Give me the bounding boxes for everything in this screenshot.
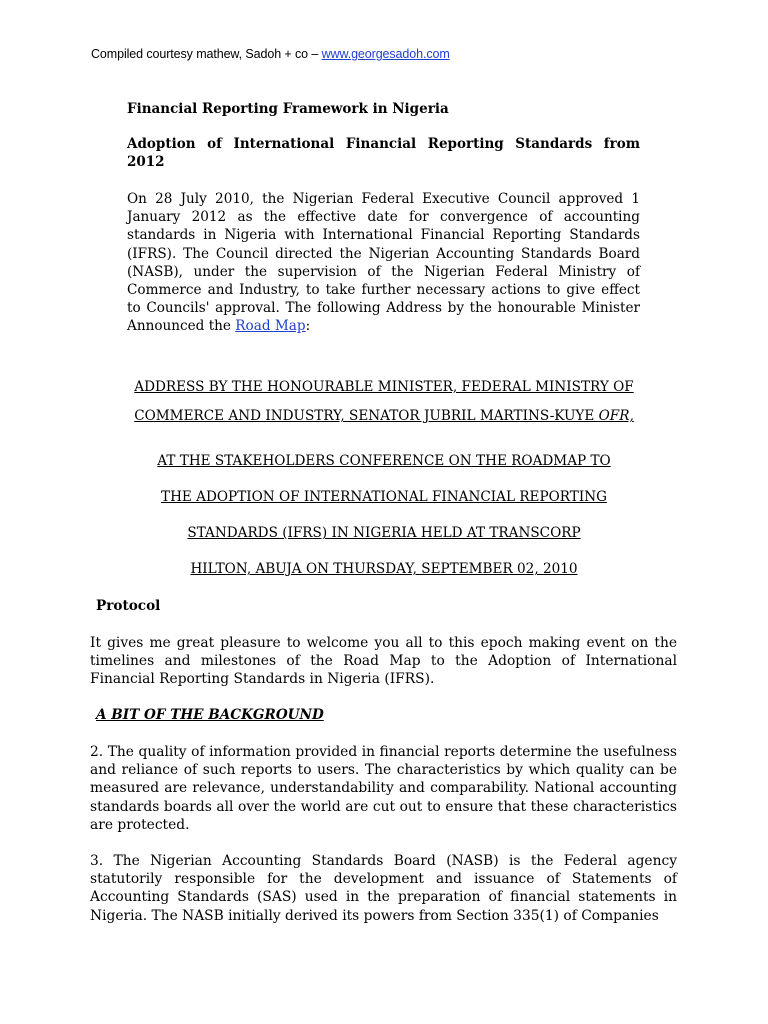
document-subtitle: Adoption of International Financial Reporting Standards from 2012 [127,136,640,170]
intro-suffix: : [305,318,311,335]
paragraph-3: 3. The Nigerian Accounting Standards Board (NASB) is the Federal agency statutorily responsible for the development and issuance of Statements of Accounting Standards (SAS) used in the preparation of financial statements in Nigeria. The NASB initially derived its powers from Section 335(1) of Companies [90,853,677,924]
address-line-4: THE ADOPTION OF INTERNATIONAL FINANCIAL REPORTING [161,489,607,505]
address-line-3: AT THE STAKEHOLDERS CONFERENCE ON THE ROADMAP TO [157,453,611,469]
address-line-1: ADDRESS BY THE HONOURABLE MINISTER, FEDERAL MINISTRY OF [134,379,634,395]
header-credit: Compiled courtesy mathew, Sadoh + co – [91,47,322,61]
address-line-5: STANDARDS (IFRS) IN NIGERIA HELD AT TRANSCORP [187,525,581,541]
road-map-link[interactable]: Road Map [235,318,306,335]
address-line-2 [90,408,678,424]
welcome-paragraph: It gives me great pleasure to welcome you all to this epoch making event on the timelines and milestones of the Road Map to the Adoption of International Financial Reporting Standards in Nigeria (IFRS). [90,635,677,688]
address-line-2-main: COMMERCE AND INDUSTRY, SENATOR JUBRIL MARTINS-KUYE [134,408,599,424]
intro-text: On 28 July 2010, the Nigerian Federal Executive Council approved 1 January 2012 as the effective date for convergence of accounting standards in Nigeria with International Financial Reporting Standards (IFRS). The Council directed the Nigerian Accounting Standards Board (NASB), under the supervision of the Nigerian Federal Ministry of Commerce and Industry, to take further necessary actions to give effect to Councils' approval. The following Address by the honourable Minister Announced the [127,191,640,335]
protocol-heading: Protocol [96,598,161,614]
intro-paragraph [127,190,640,336]
header-website-link[interactable]: www.georgesadoh.com [321,47,450,61]
document-title: Financial Reporting Framework in Nigeria [127,101,449,117]
paragraph-2: 2. The quality of information provided in financial reports determine the usefulness and reliance of such reports to users. The characteristics by which quality can be measured are relevance, understandability and comparability. National accounting standards boards all over the world are cut out to ensure that these characteristics are protected. [90,744,677,833]
page-header [91,47,450,61]
address-line-6: HILTON, ABUJA ON THURSDAY, SEPTEMBER 02, 2010 [190,561,578,577]
address-line-2-honorific: OFR, [598,408,634,424]
background-heading: A BIT OF THE BACKGROUND [96,707,324,723]
